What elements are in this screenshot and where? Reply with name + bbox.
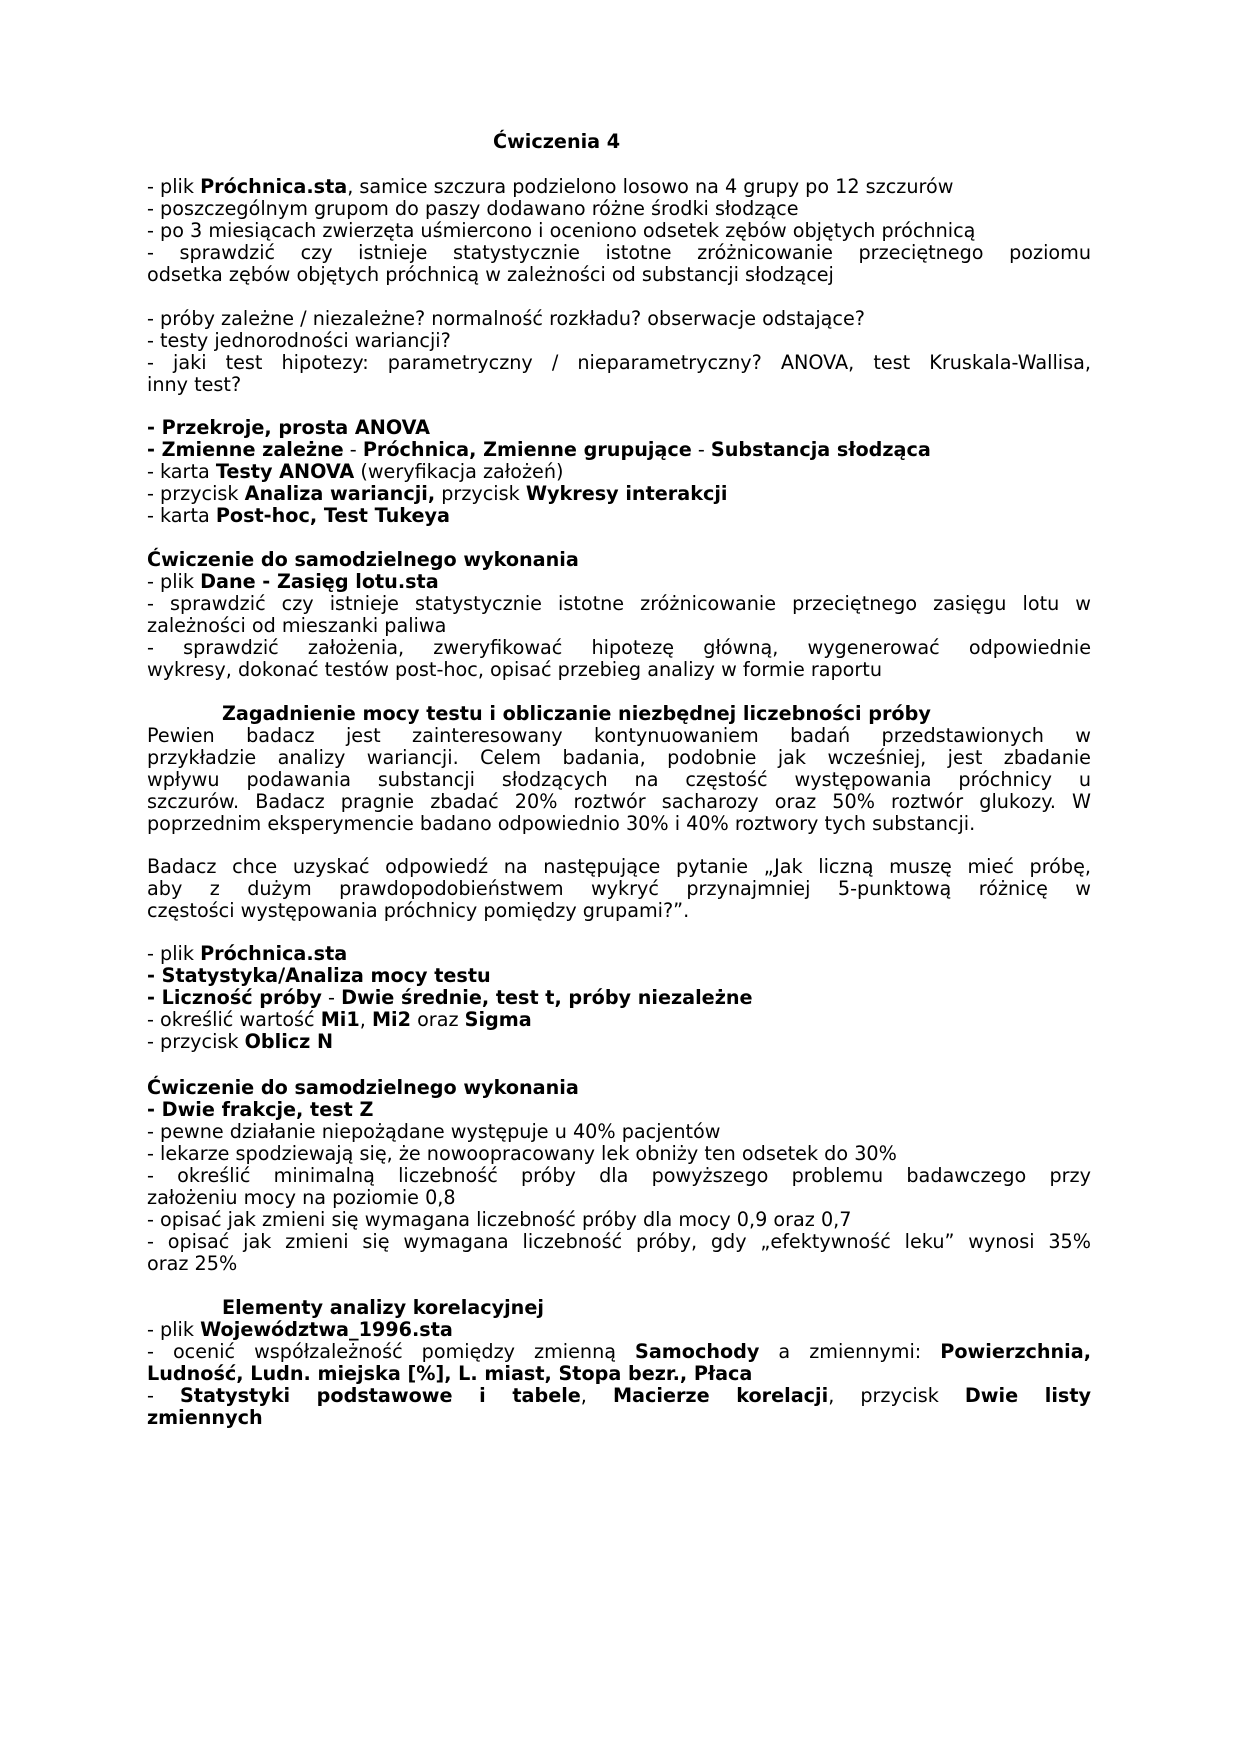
- text-line: inny test?: [147, 373, 242, 396]
- text-line: wykresy, dokonać testów post-hoc, opisać przebieg analizy w formie raportu: [147, 658, 882, 681]
- paragraph-line: aby z dużym prawdopodobieństwem wykryć przynajmniej 5-punktową różnicę w: [147, 877, 1091, 900]
- text-line: - poszczególnym grupom do paszy dodawano różne środki słodzące: [147, 197, 799, 220]
- text-line: - testy jednorodności wariancji?: [147, 329, 451, 352]
- text-line: - Statystyka/Analiza mocy testu: [147, 964, 491, 987]
- text-line: - plik Próchnica.sta: [147, 942, 348, 965]
- text-line: - próby zależne / niezależne? normalność rozkładu? obserwacje odstające?: [147, 307, 865, 330]
- paragraph-line: Badacz chce uzyskać odpowiedź na następujące pytanie „Jak liczną muszę mieć próbę,: [147, 855, 1091, 878]
- section-heading: Elementy analizy korelacyjnej: [222, 1296, 544, 1319]
- section-heading: Ćwiczenie do samodzielnego wykonania: [147, 548, 579, 571]
- paragraph-line: częstości występowania próchnicy pomiędzy grupami?”.: [147, 899, 690, 922]
- text-line: Ludność, Ludn. miejska [%], L. miast, Stopa bezr., Płaca: [147, 1362, 753, 1385]
- text-line: - Liczność próby - Dwie średnie, test t, próby niezależne: [147, 986, 753, 1009]
- text-line: - ocenić współzależność pomiędzy zmienną Samochody a zmiennymi: Powierzchnia,: [147, 1340, 1091, 1363]
- text-line: - przycisk Analiza wariancji, przycisk Wykresy interakcji: [147, 482, 728, 505]
- text-line: - plik Próchnica.sta, samice szczura podzielono losowo na 4 grupy po 12 szczurów: [147, 175, 954, 198]
- text-line: - przycisk Oblicz N: [147, 1030, 334, 1053]
- section-heading: Ćwiczenie do samodzielnego wykonania: [147, 1076, 579, 1099]
- text-line: - Przekroje, prosta ANOVA: [147, 416, 431, 439]
- text-line: - plik Dane - Zasięg lotu.sta: [147, 570, 439, 593]
- section-heading: Zagadnienie mocy testu i obliczanie niezbędnej liczebności próby: [222, 702, 931, 725]
- text-line: oraz 25%: [147, 1252, 238, 1275]
- text-line: - jaki test hipotezy: parametryczny / nieparametryczny? ANOVA, test Kruskala-Wallisa,: [147, 351, 1091, 374]
- paragraph-line: szczurów. Badacz pragnie zbadać 20% roztwór sacharozy oraz 50% roztwór glukozy. W: [147, 790, 1091, 813]
- paragraph-line: Pewien badacz jest zainteresowany kontynuowaniem badań przedstawionych w: [147, 724, 1091, 747]
- text-line: zmiennych: [147, 1406, 263, 1429]
- text-line: - po 3 miesiącach zwierzęta uśmiercono i oceniono odsetek zębów objętych próchnicą: [147, 219, 976, 242]
- text-line: - określić minimalną liczebność próby dla powyższego problemu badawczego przy: [147, 1164, 1091, 1187]
- text-line: - sprawdzić założenia, zweryfikować hipotezę główną, wygenerować odpowiednie: [147, 636, 1091, 659]
- text-line: - sprawdzić czy istnieje statystycznie istotne zróżnicowanie przeciętnego poziomu: [147, 241, 1091, 264]
- paragraph-line: przykładzie analizy wariancji. Celem badania, podobnie jak wcześniej, jest zbadanie: [147, 746, 1091, 769]
- text-line: - lekarze spodziewają się, że nowoopracowany lek obniży ten odsetek do 30%: [147, 1142, 897, 1165]
- paragraph-line: poprzednim eksperymencie badano odpowiednio 30% i 40% roztwory tych substancji.: [147, 812, 976, 835]
- page-title: Ćwiczenia 4: [493, 130, 621, 153]
- text-line: - Statystyki podstawowe i tabele, Macierze korelacji, przycisk Dwie listy: [147, 1384, 1091, 1407]
- text-line: założeniu mocy na poziomie 0,8: [147, 1186, 456, 1209]
- text-line: - sprawdzić czy istnieje statystycznie istotne zróżnicowanie przeciętnego zasięgu lotu w: [147, 592, 1091, 615]
- paragraph-line: wpływu podawania substancji słodzących na częstość występowania próchnicy u: [147, 768, 1091, 791]
- text-line: - Zmienne zależne - Próchnica, Zmienne grupujące - Substancja słodząca: [147, 438, 931, 461]
- text-line: - pewne działanie niepożądane występuje u 40% pacjentów: [147, 1120, 721, 1143]
- text-line: - karta Testy ANOVA (weryfikacja założeń): [147, 460, 564, 483]
- text-line: - określić wartość Mi1, Mi2 oraz Sigma: [147, 1008, 532, 1031]
- text-line: odsetka zębów objętych próchnicą w zależności od substancji słodzącej: [147, 263, 834, 286]
- text-line: - plik Województwa_1996.sta: [147, 1318, 453, 1341]
- text-line: - Dwie frakcje, test Z: [147, 1098, 374, 1121]
- text-line: - opisać jak zmieni się wymagana liczebność próby dla mocy 0,9 oraz 0,7: [147, 1208, 852, 1231]
- text-line: - karta Post-hoc, Test Tukeya: [147, 504, 450, 527]
- text-line: zależności od mieszanki paliwa: [147, 614, 447, 637]
- text-line: - opisać jak zmieni się wymagana liczebność próby, gdy „efektywność leku” wynosi 35%: [147, 1230, 1091, 1253]
